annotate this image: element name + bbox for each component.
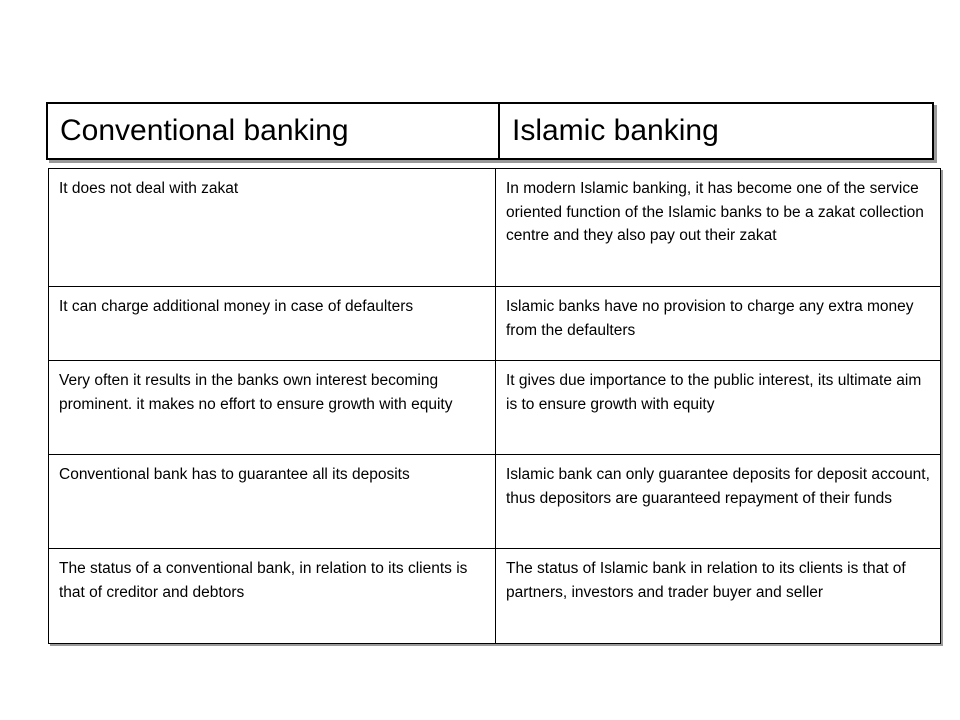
table-row bbox=[49, 455, 941, 549]
conventional-cell: The status of a conventional bank, in relation to its clients is that of creditor and debtors bbox=[49, 549, 496, 644]
conventional-cell: Conventional bank has to guarantee all its deposits bbox=[49, 455, 496, 549]
header-conventional-banking: Conventional banking bbox=[47, 103, 499, 159]
islamic-cell: In modern Islamic banking, it has become one of the service oriented function of the Islamic banks to be a zakat collection centre and they also pay out their zakat bbox=[496, 169, 941, 287]
table-row bbox=[49, 287, 941, 361]
islamic-cell: The status of Islamic bank in relation to its clients is that of partners, investors and trader buyer and seller bbox=[496, 549, 941, 644]
islamic-cell: Islamic bank can only guarantee deposits for deposit account, thus depositors are guaranteed repayment of their funds bbox=[496, 455, 941, 549]
table-row bbox=[49, 169, 941, 287]
conventional-cell: It does not deal with zakat bbox=[49, 169, 496, 287]
header-row bbox=[47, 103, 933, 159]
comparison-header-table bbox=[46, 102, 934, 160]
islamic-cell: It gives due importance to the public interest, its ultimate aim is to ensure growth with equity bbox=[496, 361, 941, 455]
conventional-cell: Very often it results in the banks own interest becoming prominent. it makes no effort to ensure growth with equity bbox=[49, 361, 496, 455]
islamic-cell: Islamic banks have no provision to charge any extra money from the defaulters bbox=[496, 287, 941, 361]
header-islamic-banking: Islamic banking bbox=[499, 103, 933, 159]
table-row bbox=[49, 361, 941, 455]
conventional-cell: It can charge additional money in case of defaulters bbox=[49, 287, 496, 361]
table-row bbox=[49, 549, 941, 644]
comparison-body-table bbox=[48, 168, 941, 644]
